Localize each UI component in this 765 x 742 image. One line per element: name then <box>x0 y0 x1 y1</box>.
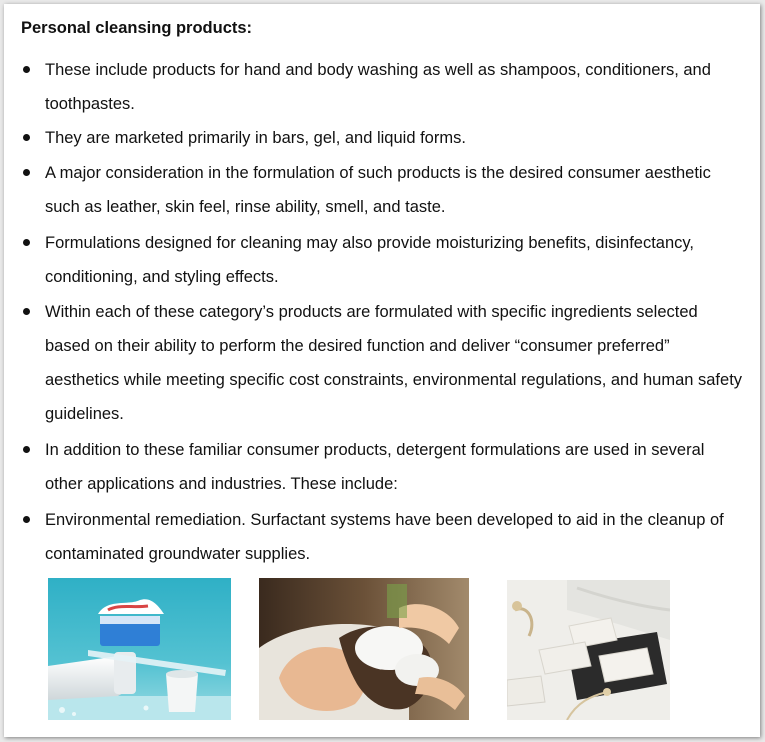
bullet-item: In addition to these familiar consumer products, detergent formulations are used in several other applications and industries. These include: <box>45 433 745 501</box>
slide-card <box>4 4 760 737</box>
bullet-item: These include products for hand and body washing as well as shampoos, conditioners, and toothpastes. <box>45 53 745 121</box>
section-heading: Personal cleansing products: <box>21 19 253 37</box>
bullet-item: They are marketed primarily in bars, gel, and liquid forms. <box>45 121 745 155</box>
toothpaste-illustration <box>48 578 231 720</box>
bullet-item: Environmental remediation. Surfactant systems have been developed to aid in the cleanup of contaminated groundwater supplies. <box>45 503 745 571</box>
bullet-item: Within each of these category’s products are formulated with specific ingredients selected based on their ability to perform the desired function and deliver “consumer preferred” aesthetics while meeting specific cost constraints, environmental regulations, and human safety guidelines. <box>45 295 745 431</box>
hair-washing-illustration <box>259 578 469 720</box>
bullet-item: Formulations designed for cleaning may also provide moisturizing benefits, disinfectancy, conditioning, and styling effects. <box>45 226 745 294</box>
soap-bars-photo <box>507 580 670 720</box>
soap-bars-illustration <box>507 580 670 720</box>
hair-washing-photo <box>259 578 469 720</box>
toothpaste-photo <box>48 578 231 720</box>
bullet-item: A major consideration in the formulation of such products is the desired consumer aesthetic such as leather, skin feel, rinse ability, smell, and taste. <box>45 156 745 224</box>
